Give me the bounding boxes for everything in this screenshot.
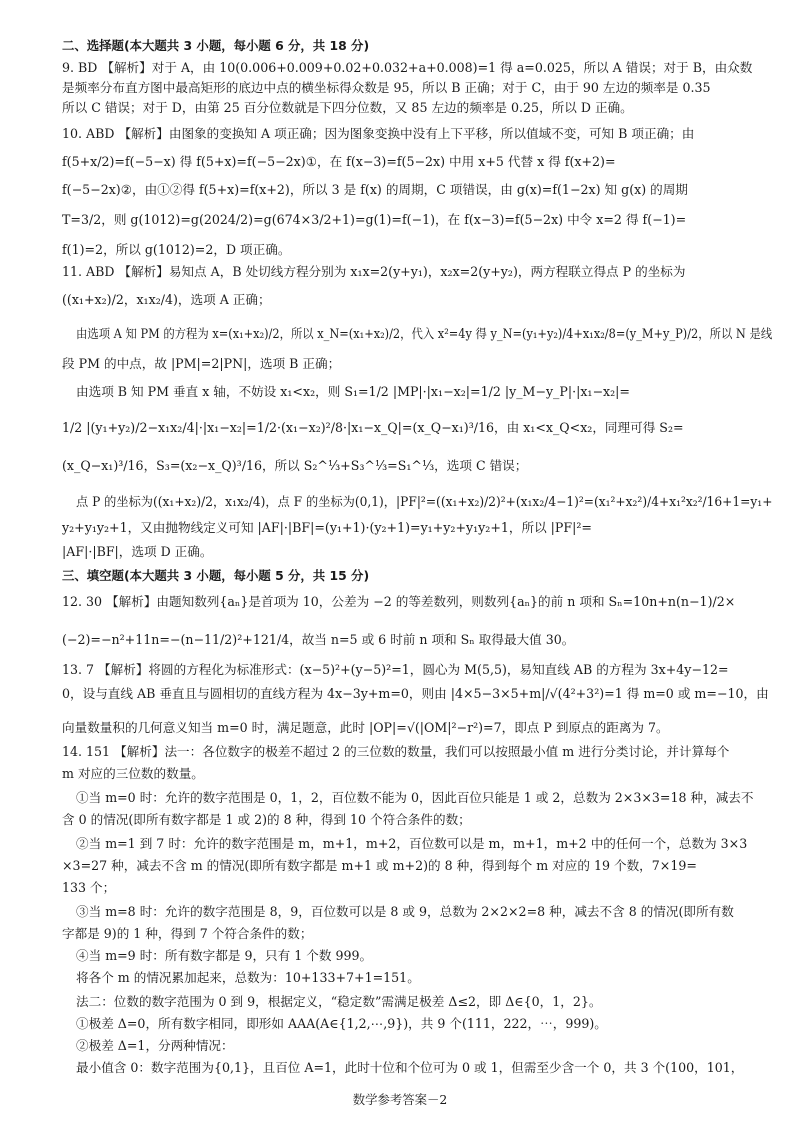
text-line: ②当 m=1 到 7 时：允许的数字范围是 m，m+1，m+2，百位数可以是 m，m+1，m+2 中的任何一个，总数为 3×3: [76, 836, 748, 851]
text-line: y₂+y₁y₂+1，又由抛物线定义可知 |AF|·|BF|=(y₁+1)·(y₂+1)=y₁+y₂+y₁y₂+1，所以 |PF|²=: [62, 520, 592, 535]
text-line: f(−5−2x)②，由①②得 f(5+x)=f(x+2)，所以 3 是 f(x) 的周期，C 项错误，由 g(x)=f(1−2x) 知 g(x) 的周期: [62, 182, 688, 197]
text-line: ②极差 Δ=1，分两种情况：: [76, 1038, 234, 1053]
section-fill-header: 三、填空题(本大题共 3 小题，每小题 5 分，共 15 分): [62, 568, 370, 583]
text-line: 向量数量积的几何意义知当 m=0 时，满足题意，此时 |OP|=√(|OM|²−r²)=7，即点 P 到原点的距离为 7。: [62, 720, 669, 735]
text-line: 是频率分布直方图中最高矩形的底边中点的横坐标得众数是 95，所以 B 正确；对于 C，由于 90 左边的频率是 0.35: [62, 80, 711, 95]
text-line: 13. 7 【解析】将圆的方程化为标准形式：(x−5)²+(y−5)²=1，圆心为 M(5,5)，易知直线 AB 的方程为 3x+4y−12=: [62, 662, 729, 677]
text-line: 法二：位数的数字范围为 0 到 9，根据定义，“稳定数”需满足极差 Δ≤2，即 Δ∈{0，1，2}。: [76, 994, 602, 1009]
text-line: ④当 m=9 时：所有数字都是 9，只有 1 个数 999。: [76, 948, 373, 963]
text-line: |AF|·|BF|，选项 D 正确。: [62, 544, 213, 559]
text-line: ①当 m=0 时：允许的数字范围是 0，1，2，百位数不能为 0，因此百位只能是 1 或 2，总数为 2×3×3=18 种，减去不: [76, 790, 754, 805]
text-line: 由选项 A 知 PM 的方程为 x=(x₁+x₂)/2，所以 x_N=(x₁+x₂)/2，代入 x²=4y 得 y_N=(y₁+y₂)/4+x₁x₂/8=(y_M+y_P)/2，所以 N 是线: [76, 326, 773, 341]
text-line: 由选项 B 知 PM 垂直 x 轴，不妨设 x₁<x₂，则 S₁=1/2 |MP|·|x₁−x₂|=1/2 |y_M−y_P|·|x₁−x₂|=: [76, 384, 630, 399]
section-choice-header: 二、选择题(本大题共 3 小题，每小题 6 分，共 18 分): [62, 38, 370, 53]
text-line: 9. BD 【解析】对于 A，由 10(0.006+0.009+0.02+0.032+a+0.008)=1 得 a=0.025，所以 A 错误；对于 B，由众数: [62, 60, 753, 75]
text-line: 段 PM 的中点，故 |PM|=2|PN|，选项 B 正确；: [62, 356, 341, 371]
text-line: T=3/2，则 g(1012)=g(2024/2)=g(674×3/2+1)=g(1)=f(−1)，在 f(x−3)=f(5−2x) 中令 x=2 得 f(−1)=: [62, 212, 687, 227]
text-line: f(1)=2，所以 g(1012)=2，D 项正确。: [62, 242, 291, 257]
text-line: 10. ABD 【解析】由图象的变换知 A 项正确；因为图象变换中没有上下平移，所以值域不变，可知 B 项正确；由: [62, 126, 695, 141]
text-line: 133 个；: [62, 880, 116, 895]
text-line: ①极差 Δ=0，所有数字相同，即形如 AAA(A∈{1,2,⋯,9})，共 9 个(111，222，⋯，999)。: [76, 1016, 607, 1031]
page-footer: 数学参考答案－2: [352, 1092, 448, 1107]
text-line: 1/2 |(y₁+y₂)/2−x₁x₂/4|·|x₁−x₂|=1/2·(x₁−x₂)²/8·|x₁−x_Q|=(x_Q−x₁)³/16，由 x₁<x_Q<x₂，同理可得 S₂=: [62, 420, 684, 435]
text-line: f(5+x/2)=f(−5−x) 得 f(5+x)=f(−5−2x)①，在 f(x−3)=f(5−2x) 中用 x+5 代替 x 得 f(x+2)=: [62, 154, 616, 169]
text-line: 0，设与直线 AB 垂直且与圆相切的直线方程为 4x−3y+m=0，则由 |4×5−3×5+m|/√(4²+3²)=1 得 m=0 或 m=−10，由: [62, 686, 769, 701]
text-line: ((x₁+x₂)/2，x₁x₂/4)，选项 A 正确；: [62, 292, 271, 307]
text-line: 将各个 m 的情况累加起来，总数为：10+133+7+1=151。: [76, 970, 420, 985]
text-line: 11. ABD 【解析】易知点 A，B 处切线方程分别为 x₁x=2(y+y₁)，x₂x=2(y+y₂)，两方程联立得点 P 的坐标为: [62, 264, 686, 279]
text-line: 12. 30 【解析】由题知数列{aₙ}是首项为 10，公差为 −2 的等差数列，则数列{aₙ}的前 n 项和 Sₙ=10n+n(n−1)/2×: [62, 594, 736, 609]
text-line: ×3=27 种，减去不含 m 的情况(即所有数字都是 m+1 或 m+2)的 8 种，得到每个 m 对应的 19 个数，7×19=: [62, 858, 697, 873]
text-line: 字都是 9)的 1 种，得到 7 个符合条件的数；: [62, 926, 313, 941]
text-line: 最小值含 0：数字范围为{0,1}，且百位 A=1，此时十位和个位可为 0 或 1，但需至少含一个 0，共 3 个(100，101，: [76, 1060, 744, 1075]
text-line: 含 0 的情况(即所有数字都是 1 或 2)的 8 种，得到 10 个符合条件的数；: [62, 812, 471, 827]
text-line: m 对应的三位数的数量。: [62, 766, 204, 781]
text-line: (−2)=−n²+11n=−(n−11/2)²+121/4，故当 n=5 或 6 时前 n 项和 Sₙ 取得最大值 30。: [62, 632, 575, 647]
text-line: (x_Q−x₁)³/16，S₃=(x₂−x_Q)³/16，所以 S₂^⅓+S₃^⅓=S₁^⅓，选项 C 错误；: [62, 458, 528, 473]
text-line: ③当 m=8 时：允许的数字范围是 8，9，百位数可以是 8 或 9，总数为 2×2×2=8 种，减去不含 8 的情况(即所有数: [76, 904, 734, 919]
text-line: 14. 151 【解析】法一：各位数字的极差不超过 2 的三位数的数量，我们可以按照最小值 m 进行分类讨论，并计算每个: [62, 744, 730, 759]
text-line: 点 P 的坐标为((x₁+x₂)/2，x₁x₂/4)，点 F 的坐标为(0,1)，|PF|²=((x₁+x₂)/2)²+(x₁x₂/4−1)²=(x₁²+x₂²)/4+x₁²x₂²/16+1=y₁+: [76, 494, 773, 509]
text-line: 所以 C 错误；对于 D，由第 25 百分位数就是下四分位数，又 85 左边的频率是 0.25，所以 D 正确。: [62, 100, 633, 115]
